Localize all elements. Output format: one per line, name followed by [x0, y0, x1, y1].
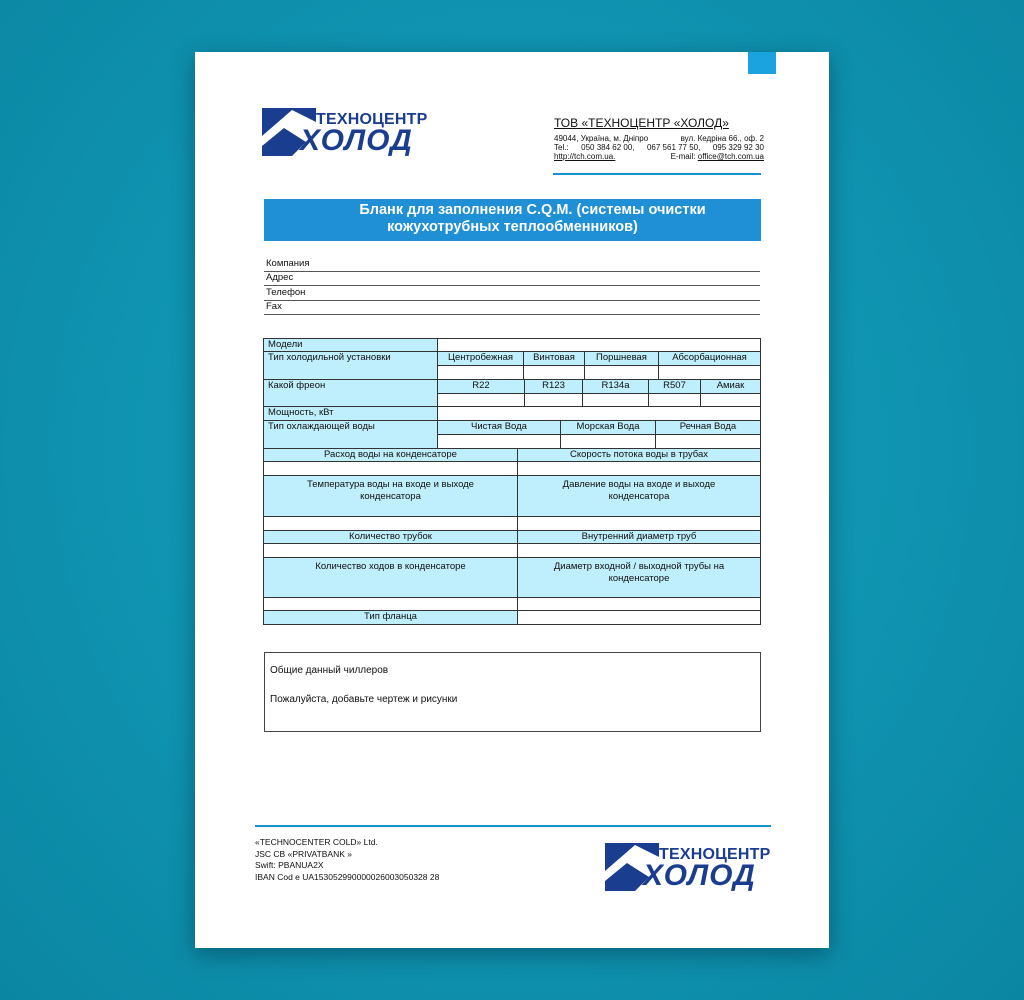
freon-label: Какой фреон	[263, 379, 438, 407]
address-field[interactable]: Адрес	[264, 271, 760, 286]
company-field[interactable]: Компания	[264, 257, 760, 272]
water-input-2[interactable]	[560, 434, 656, 449]
unit-option-piston: Поршневая	[584, 351, 659, 366]
notes-line1: Общие данный чиллеров	[270, 665, 389, 676]
unit-input-2[interactable]	[523, 365, 585, 380]
tel-3: 095 329 92 30	[712, 143, 764, 152]
water-option-clean: Чистая Вода	[437, 420, 561, 435]
footer-line4: IBAN Cod e UA153052990000026003050328 28	[255, 871, 440, 882]
form-title	[264, 199, 761, 241]
footer-logo-line2: ХОЛОД	[643, 859, 756, 892]
unit-input-4[interactable]	[658, 365, 761, 380]
company-name: ТОВ «ТЕХНОЦЕНТР «ХОЛОД»	[554, 116, 729, 130]
unit-option-screw: Винтовая	[523, 351, 585, 366]
address-city: 49044, Україна, м. Дніпро	[554, 134, 649, 143]
freon-input-1[interactable]	[437, 393, 525, 407]
speed-label: Скорость потока воды в трубах	[517, 448, 761, 462]
flow-label: Расход воды на конденсаторе	[263, 448, 518, 462]
unit-type-label: Тип холодильной установки	[263, 351, 438, 380]
freon-r22: R22	[437, 379, 525, 394]
footer-line1: «TECHNOCENTER COLD» Ltd.	[255, 837, 378, 847]
footer-logo-line1: ТЕХНОЦЕНТР	[659, 846, 771, 863]
phone-field[interactable]: Телефон	[264, 286, 760, 301]
email-label: E-mail:	[670, 152, 696, 161]
corner-tab	[748, 52, 776, 74]
freon-input-5[interactable]	[700, 393, 761, 407]
flange-label: Тип фланца	[263, 610, 518, 625]
flow-input[interactable]	[263, 461, 518, 476]
address-street: вул. Кедріна 66., оф. 2	[680, 134, 764, 143]
unit-option-centrifugal: Центробежная	[437, 351, 524, 366]
water-type-label: Тип охлаждающей воды	[263, 420, 438, 449]
pipe-diameter-label: Диаметр входной / выходной трубы на конденсаторе	[517, 557, 761, 598]
footer-logo	[605, 843, 775, 903]
notes-box[interactable]	[264, 652, 761, 732]
water-option-river: Речная Вода	[655, 420, 761, 435]
footer-line3: Swift: PBANUA2X	[255, 860, 324, 870]
freon-ammonia: Амиак	[700, 379, 761, 394]
email-link[interactable]: office@tch.com.ua	[697, 152, 764, 161]
fax-field[interactable]: Fax	[264, 300, 760, 315]
logo-line1: ТЕХНОЦЕНТР	[316, 111, 428, 128]
freon-r134a: R134a	[582, 379, 649, 394]
diameter-label: Внутренний диаметр труб	[517, 530, 761, 544]
site-link[interactable]: http://tch.com.ua.	[554, 152, 616, 161]
header-logo	[262, 108, 432, 168]
tel-1: 050 384 62 00,	[581, 143, 635, 152]
pipe-diameter-input[interactable]	[517, 597, 761, 611]
water-input-3[interactable]	[655, 434, 761, 449]
freon-input-2[interactable]	[524, 393, 583, 407]
power-input[interactable]	[437, 406, 761, 421]
header-rule	[553, 173, 761, 175]
footer-rule	[255, 825, 771, 827]
temp-label: Температура воды на входе и выходе конденсатора	[263, 475, 518, 517]
unit-input-3[interactable]	[584, 365, 659, 380]
logo-line2: ХОЛОД	[300, 124, 413, 157]
pressure-label: Давление воды на входе и выходе конденсатора	[517, 475, 761, 517]
title-line1: Бланк для заполнения C.Q.M. (системы очистки	[359, 202, 706, 218]
tel-2: 067 561 77 50,	[646, 143, 701, 152]
footer-bank-details	[255, 837, 439, 883]
unit-option-absorption: Абсорбационная	[658, 351, 761, 366]
flange-input[interactable]	[517, 610, 761, 625]
passes-label: Количество ходов в конденсаторе	[263, 557, 518, 598]
models-input[interactable]	[437, 338, 761, 352]
power-label: Мощность, кВт	[263, 406, 438, 421]
pressure-input[interactable]	[517, 516, 761, 531]
notes-line2: Пожалуйста, добавьте чертеж и рисунки	[270, 694, 458, 705]
tel-label: Tel.:	[554, 143, 569, 152]
water-option-sea: Морская Вода	[560, 420, 656, 435]
freon-input-4[interactable]	[648, 393, 701, 407]
company-info	[554, 116, 764, 161]
freon-r123: R123	[524, 379, 583, 394]
models-label: Модели	[263, 338, 438, 352]
footer-line2: JSC CB «PRIVATBANK »	[255, 848, 352, 859]
freon-r507: R507	[648, 379, 701, 394]
passes-input[interactable]	[263, 597, 518, 611]
diameter-input[interactable]	[517, 543, 761, 558]
temp-input[interactable]	[263, 516, 518, 531]
speed-input[interactable]	[517, 461, 761, 476]
title-line2: кожухотрубных теплообменников)	[387, 219, 638, 235]
tubes-label: Количество трубок	[263, 530, 518, 544]
tubes-input[interactable]	[263, 543, 518, 558]
water-input-1[interactable]	[437, 434, 561, 449]
unit-input-1[interactable]	[437, 365, 524, 380]
freon-input-3[interactable]	[582, 393, 649, 407]
form-sheet	[195, 52, 829, 948]
